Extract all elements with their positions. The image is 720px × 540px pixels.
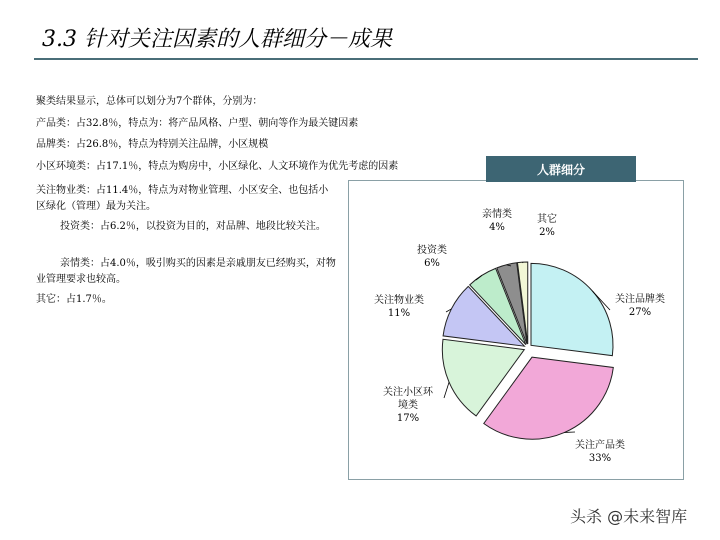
watermark: 头杀 @未来智库 xyxy=(570,507,688,526)
item-investment: 投资类：占6.2％，以投资为目的，对品牌、地段比较关注。 xyxy=(60,221,326,232)
slice-label: 关注小区环境类 17% xyxy=(383,387,433,424)
item-other: 其它：占1.7％。 xyxy=(36,294,112,305)
slice-label: 投资类 6% xyxy=(417,245,447,269)
slice-label: 关注物业类 11% xyxy=(374,295,424,319)
leader-line xyxy=(444,382,449,398)
item-environment: 小区环境类：占17.1％，特点为购房中，小区绿化、人文环境作为优先考虑的因素 xyxy=(36,161,399,172)
intro-text: 聚类结果显示，总体可以划分为7个群体，分别为： xyxy=(36,96,263,107)
item-brand: 品牌类：占26.8％，特点为特别关注品牌，小区规模 xyxy=(36,139,269,150)
item-family: 亲情类：占4.0％，吸引购买的因素是亲戚朋友已经购买，对物业管理要求也较高。 xyxy=(36,258,336,285)
slice-label: 亲情类 4% xyxy=(482,209,512,233)
item-property: 关注物业类：占11.4％，特点为对物业管理、小区安全、也包括小区绿化（管理）最为关注。 xyxy=(36,185,329,212)
slice-label: 关注品牌类 27% xyxy=(615,294,665,318)
item-product: 产品类：占32.8％，特点为：将产品风格、户型、朝向等作为最关键因素 xyxy=(36,118,359,129)
chart-panel-header: 人群细分 xyxy=(486,156,636,182)
page-title: 3.3 针对关注因素的人群细分－成果 xyxy=(42,27,392,52)
pie-slice xyxy=(531,263,613,355)
slice-label: 关注产品类 33% xyxy=(575,440,625,464)
slice-label: 其它 2% xyxy=(537,214,557,238)
